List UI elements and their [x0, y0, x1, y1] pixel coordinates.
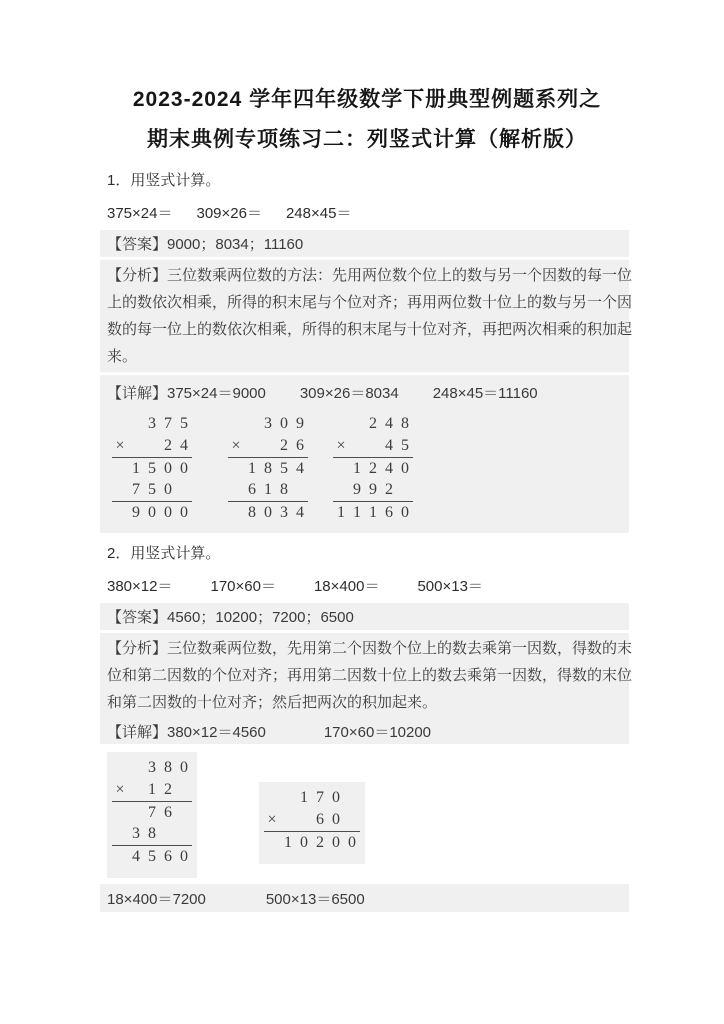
calc-digit: 5 [148, 848, 156, 865]
calc-digit: 4 [296, 460, 304, 477]
calc-digit: 0 [280, 415, 288, 432]
vertical-calc-380x12 [112, 757, 192, 867]
calc-row [112, 757, 192, 779]
calc-digit [280, 809, 296, 831]
calc-digit: 6 [385, 504, 393, 521]
calc-digit: 5 [148, 460, 156, 477]
calc-digit [296, 809, 312, 831]
vertical-calc-309x26 [228, 413, 308, 523]
calc-digit [128, 435, 144, 457]
calc-digit: 8 [248, 504, 256, 521]
calc-digit: 2 [164, 781, 172, 798]
calc-digit [112, 757, 128, 779]
calc-digit [176, 802, 192, 823]
calc-digit [349, 413, 365, 435]
document-title-line1: 2023-2024 学年四年级数学下册典型例题系列之 [132, 88, 602, 111]
question-1-answer: 【答案】9000；8034；11160 [100, 230, 629, 257]
calc-row [228, 457, 308, 479]
calc-digit [176, 479, 192, 501]
calc-digit: 2 [369, 415, 377, 432]
calc-digit: 0 [348, 834, 356, 851]
calc-digit: 6 [316, 811, 324, 828]
calc-digit: 1 [337, 504, 345, 521]
calc-digit: 8 [280, 481, 288, 498]
calc-digit [112, 502, 128, 523]
problem-expression: 170×60＝ [210, 577, 276, 595]
problem-expression: 380×12＝ [107, 577, 173, 595]
question-1-heading: 1．用竖式计算。 [107, 172, 221, 189]
question-2-vertical-calcs [107, 752, 627, 880]
calc-digit [112, 413, 128, 435]
question-1-vertical-calcs [107, 413, 625, 523]
calc-digit: 4 [385, 415, 393, 432]
problem-expression: 500×13＝ [417, 577, 483, 595]
calc-digit: 0 [164, 504, 172, 521]
calc-digit: 8 [264, 460, 272, 477]
question-2-analysis [100, 633, 633, 718]
analysis-line: 和第二因数的十位对齐；然后把两次的积加起来。 [107, 694, 438, 711]
calc-digit [112, 458, 128, 479]
calc-digit: 9 [132, 504, 140, 521]
calc-digit [112, 802, 128, 823]
calc-row [112, 845, 192, 867]
calc-digit: 0 [180, 848, 188, 865]
problem-expression: 309×26＝ [196, 204, 262, 222]
calc-digit [176, 823, 192, 845]
calc-digit: 0 [180, 504, 188, 521]
calc-digit: 6 [296, 437, 304, 454]
calc-row [228, 435, 308, 457]
problem-expression: 375×24＝ [107, 204, 173, 222]
calc-row [333, 457, 413, 479]
calc-digit: 5 [148, 481, 156, 498]
calc-digit [244, 435, 260, 457]
calc-digit [128, 413, 144, 435]
calc-box-170x60 [259, 782, 365, 864]
result-expression: 18×400＝7200 [107, 890, 206, 908]
multiply-sign: × [115, 781, 125, 798]
calc-digit: 9 [353, 481, 361, 498]
calc-digit: 5 [180, 415, 188, 432]
calc-digit: 0 [332, 789, 340, 806]
calc-digit: 1 [369, 504, 377, 521]
calc-digit: 3 [280, 504, 288, 521]
calc-digit [333, 413, 349, 435]
question-1-detail-line [107, 379, 625, 405]
question-2-heading: 2．用竖式计算。 [107, 545, 221, 562]
calc-row [228, 479, 308, 501]
calc-row [112, 779, 192, 801]
calc-digit [128, 802, 144, 823]
calc-digit: 2 [369, 460, 377, 477]
question-2-answer: 【答案】4560；10200；7200；6500 [100, 603, 629, 630]
calc-digit [128, 757, 144, 779]
calc-digit [344, 787, 360, 809]
calc-digit: 4 [180, 437, 188, 454]
calc-digit: 7 [132, 481, 140, 498]
question-2-problems [107, 572, 627, 598]
calc-digit: 6 [164, 848, 172, 865]
calc-digit: 0 [264, 504, 272, 521]
calc-digit [264, 832, 280, 853]
calc-digit [144, 435, 160, 457]
calc-digit [128, 779, 144, 801]
calc-digit: 5 [401, 437, 409, 454]
vertical-calc-248x45 [333, 413, 413, 523]
vertical-calc-170x60 [264, 787, 360, 853]
calc-digit: 6 [164, 804, 172, 821]
calc-digit: 3 [148, 415, 156, 432]
calc-digit: 9 [369, 481, 377, 498]
calc-digit: 2 [164, 437, 172, 454]
question-1-analysis [100, 260, 633, 372]
calc-digit: 1 [248, 460, 256, 477]
calc-digit [397, 479, 413, 501]
calc-digit: 9 [296, 415, 304, 432]
calc-digit: 0 [180, 759, 188, 776]
calc-digit: 7 [164, 415, 172, 432]
calc-row [112, 435, 192, 457]
multiply-sign: × [115, 437, 125, 454]
calc-digit: 6 [248, 481, 256, 498]
calc-digit [280, 787, 296, 809]
calc-digit [228, 479, 244, 501]
question-2-extra-results [100, 884, 629, 912]
calc-digit: 3 [264, 415, 272, 432]
calc-row [333, 501, 413, 523]
calc-digit: 1 [284, 834, 292, 851]
calc-digit: 8 [401, 415, 409, 432]
calc-row [228, 413, 308, 435]
calc-digit [344, 809, 360, 831]
analysis-line: 位和第二因数的个位对齐；再用第二因数十位上的数去乘第一因数，得数的末位 [107, 667, 633, 684]
calc-digit [228, 413, 244, 435]
calc-row [112, 479, 192, 501]
calc-digit [349, 435, 365, 457]
calc-digit [264, 787, 280, 809]
calc-row [228, 501, 308, 523]
calc-digit [112, 846, 128, 867]
calc-digit: 3 [148, 759, 156, 776]
calc-digit: 4 [296, 504, 304, 521]
calc-row [112, 823, 192, 845]
calc-digit: 0 [180, 460, 188, 477]
multiply-sign: × [231, 437, 241, 454]
detail-segment: 【详解】375×24＝9000 [107, 384, 266, 402]
detail-segment: 170×60＝10200 [323, 723, 432, 741]
calc-row [112, 457, 192, 479]
detail-segment: 309×26＝8034 [299, 384, 399, 402]
multiply-sign: × [336, 437, 346, 454]
calc-digit: 1 [300, 789, 308, 806]
problem-expression: 18×400＝ [313, 577, 380, 595]
calc-digit: 4 [132, 848, 140, 865]
calc-digit [333, 458, 349, 479]
calc-digit: 2 [316, 834, 324, 851]
calc-row [264, 831, 360, 853]
analysis-line: 【分析】三位数乘两位数的方法：先用两位数个位上的数与另一个因数的每一位 [107, 267, 633, 284]
calc-row [264, 787, 360, 809]
calc-digit: 0 [332, 811, 340, 828]
calc-digit [228, 502, 244, 523]
calc-digit [160, 823, 176, 845]
result-expression: 500×13＝6500 [265, 890, 365, 908]
calc-digit: 1 [132, 460, 140, 477]
calc-digit: 4 [385, 460, 393, 477]
calc-row [264, 809, 360, 831]
problem-expression: 248×45＝ [285, 204, 352, 222]
question-2-detail-line [100, 718, 629, 744]
detail-segment: 【详解】380×12＝4560 [107, 723, 266, 741]
question-1-detail-block [100, 375, 629, 533]
calc-digit: 5 [280, 460, 288, 477]
calc-digit: 3 [132, 825, 140, 842]
analysis-line: 上的数依次相乘，所得的积末尾与个位对齐；再用两位数十位上的数与另一个因 [107, 294, 633, 311]
calc-digit [365, 435, 381, 457]
calc-row [112, 413, 192, 435]
calc-digit: 1 [353, 504, 361, 521]
calc-row [333, 413, 413, 435]
calc-digit: 7 [148, 804, 156, 821]
calc-digit: 1 [148, 781, 156, 798]
calc-digit: 1 [264, 481, 272, 498]
calc-digit: 0 [401, 460, 409, 477]
calc-digit [260, 435, 276, 457]
calc-digit [244, 413, 260, 435]
analysis-line: 来。 [107, 348, 138, 365]
detail-segment: 248×45＝11160 [432, 384, 538, 402]
question-1-problems [107, 199, 627, 225]
multiply-sign: × [267, 811, 277, 828]
calc-digit [292, 479, 308, 501]
calc-digit: 0 [164, 460, 172, 477]
calc-row [112, 801, 192, 823]
calc-row [333, 479, 413, 501]
calc-digit: 7 [316, 789, 324, 806]
analysis-line: 数的每一位上的数依次相乘，所得的积末尾与十位对齐，再把两次相乘的积加起 [107, 321, 633, 338]
calc-digit: 1 [353, 460, 361, 477]
calc-digit: 8 [148, 825, 156, 842]
calc-digit [333, 479, 349, 501]
calc-digit [112, 479, 128, 501]
calc-row [112, 501, 192, 523]
calc-digit: 2 [280, 437, 288, 454]
calc-digit [176, 779, 192, 801]
calc-digit: 0 [401, 504, 409, 521]
calc-digit: 0 [148, 504, 156, 521]
calc-row [333, 435, 413, 457]
calc-digit [228, 458, 244, 479]
calc-digit: 4 [385, 437, 393, 454]
document-title-line2: 期末典例专项练习二：列竖式计算（解析版） [147, 128, 587, 151]
calc-digit: 2 [385, 481, 393, 498]
calc-digit: 8 [164, 759, 172, 776]
calc-digit: 0 [164, 481, 172, 498]
vertical-calc-375x24 [112, 413, 192, 523]
calc-digit: 0 [332, 834, 340, 851]
calc-digit: 0 [300, 834, 308, 851]
calc-box-380x12 [107, 752, 197, 878]
analysis-line: 【分析】三位数乘两位数，先用第二个因数个位上的数去乘第一因数，得数的末 [107, 640, 633, 657]
calc-digit [112, 823, 128, 845]
